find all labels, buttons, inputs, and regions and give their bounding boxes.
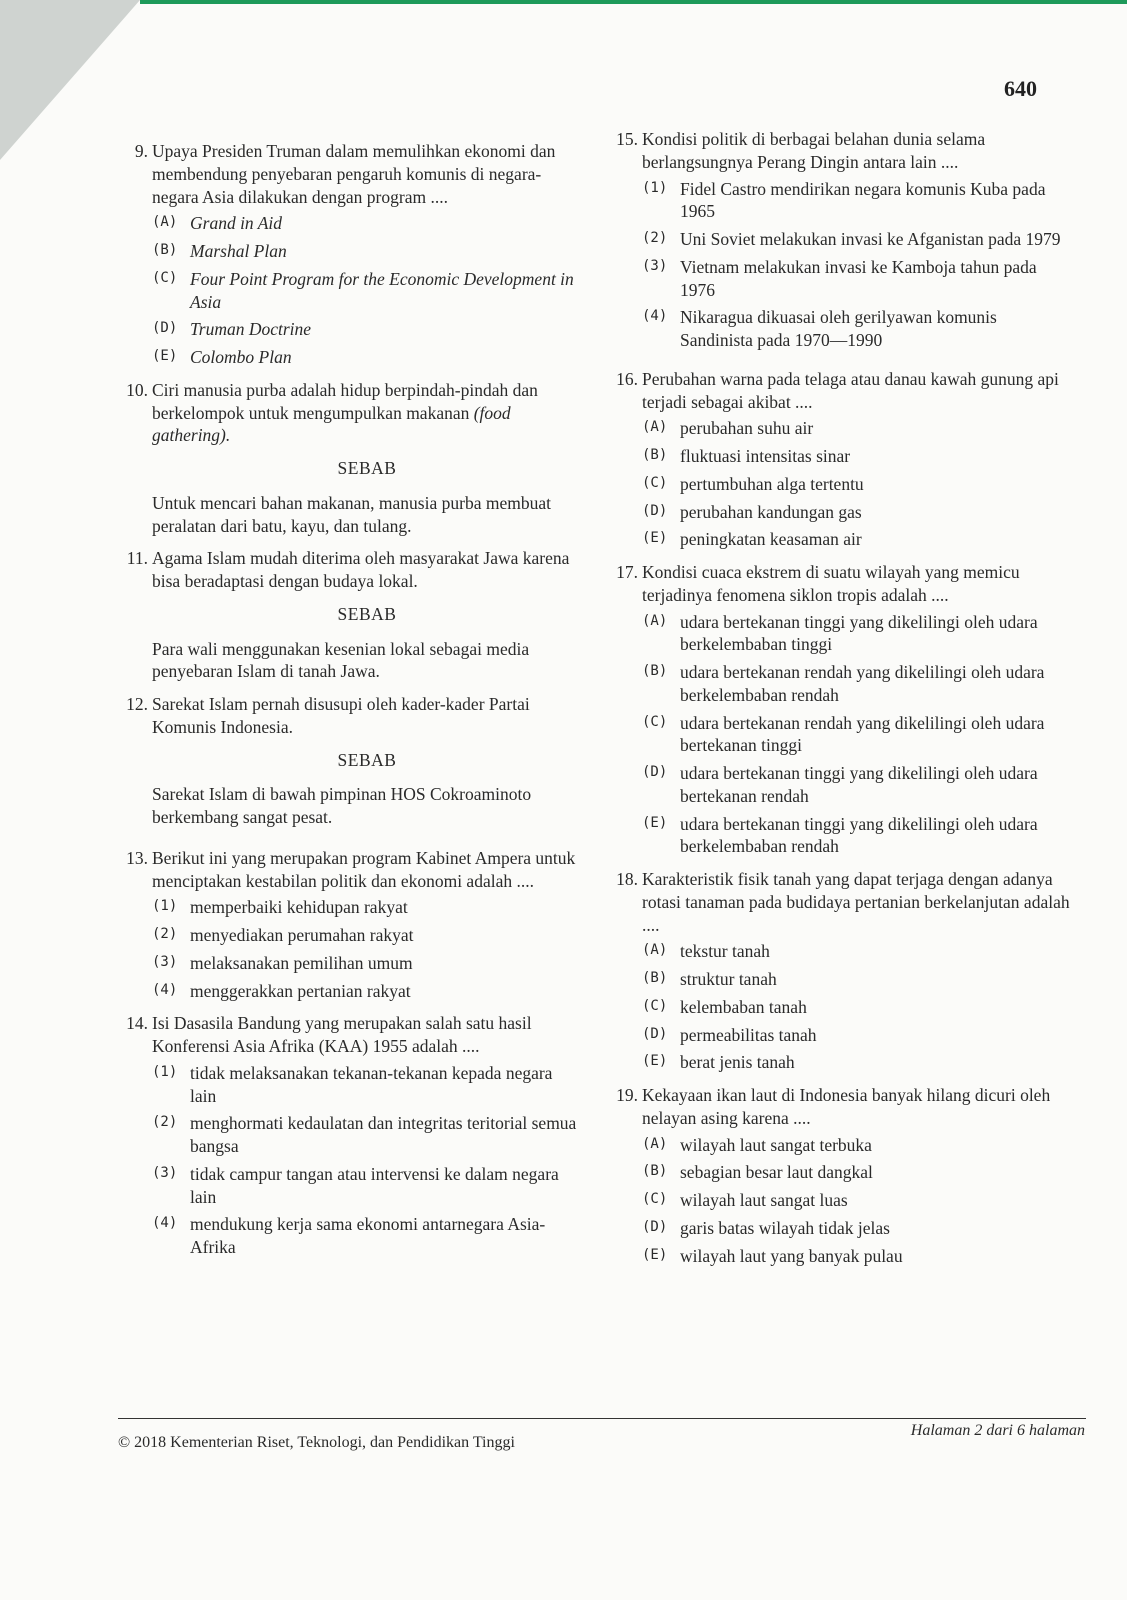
question-text: Agama Islam mudah diterima oleh masyarakat Jawa karena bisa beradaptasi dengan budaya lokal. [152,548,570,591]
option-d[interactable]: (D) Truman Doctrine [152,319,312,340]
reason-text: Para wali menggunakan kesenian lokal sebagai media penyebaran Islam di tanah Jawa. [152,638,530,682]
question-number: 13 . [112,847,148,870]
option-a[interactable]: (A) tekstur tanah [642,941,770,962]
question-17 [602,561,1072,858]
option-4[interactable]: (4) menggerakkan pertanian rakyat [152,980,411,1001]
question-10 [112,379,582,538]
option-2[interactable]: (2) menyediakan perumahan rakyat [152,925,414,945]
options-list [642,417,1072,551]
option-4[interactable]: (4) mendukung kerja sama ekonomi antarnegara Asia-Afrika [152,1214,546,1257]
option-d[interactable]: (D) garis batas wilayah tidak jelas [642,1217,890,1238]
footer-copyright: © 2018 Kementerian Riset, Teknologi, dan Pendidikan Tinggi [118,1434,515,1451]
option-a[interactable]: (A) udara bertekanan tinggi yang dikelilingi oleh udara berkelembaban tinggi [642,611,1038,655]
option-a[interactable]: (A) wilayah laut sangat terbuka [642,1134,872,1155]
option-c[interactable]: (C) kelembaban tanah [642,996,807,1017]
reason-text: Sarekat Islam di bawah pimpinan HOS Cokroaminoto berkembang sangat pesat. [152,784,532,827]
option-b[interactable]: (B) udara bertekanan rendah yang dikelilingi oleh udara berkelembaban rendah [642,662,1045,705]
left-column [112,140,582,1269]
question-18 [602,868,1072,1074]
option-c[interactable]: (C) pertumbuhan alga tertentu [642,473,864,494]
option-d[interactable]: (D) udara bertekanan tinggi yang dikelilingi oleh udara bertekanan rendah [642,763,1038,806]
question-text: Karakteristik fisik tanah yang dapat terjaga dengan adanya rotasi tanaman pada budidaya pertanian berkelanjutan adalah .... [642,869,1070,935]
options-list [642,611,1072,859]
question-number: 12 . [112,693,148,716]
question-text: Kekayaan ikan laut di Indonesia banyak hilang dicuri oleh nelayan asing karena .... [642,1085,1051,1128]
options-list [152,212,582,369]
question-14 [112,1012,582,1259]
option-1[interactable]: (1) memperbaiki kehidupan rakyat [152,897,408,918]
question-19 [602,1084,1072,1267]
options-list [152,1062,582,1259]
reason-text: Untuk mencari bahan makanan, manusia purba membuat peralatan dari batu, kayu, dan tulang. [152,492,551,536]
option-e[interactable]: (E) udara bertekanan tinggi yang dikelilingi oleh udara berkelembaban rendah [642,813,1038,857]
page-number: 640 [1004,76,1037,101]
question-13 [112,847,582,1003]
question-12 [112,693,582,829]
question-number: 17 . [602,561,638,584]
option-b[interactable]: (B) sebagian besar laut dangkal [642,1162,873,1183]
option-c[interactable]: (C) Four Point Program for the Economic Development in Asia [152,268,574,312]
option-3[interactable]: (3) Vietnam melakukan invasi ke Kamboja tahun pada 1976 [642,256,1037,300]
option-e[interactable]: (E) Colombo Plan [152,347,292,367]
right-column [602,128,1072,1277]
option-c[interactable]: (C) udara bertekanan rendah yang dikelilingi oleh udara bertekanan tinggi [642,712,1045,756]
option-e[interactable]: (E) wilayah laut yang banyak pulau [642,1245,903,1266]
option-b[interactable]: (B) fluktuasi intensitas sinar [642,446,851,466]
page-top-edge [140,0,1127,4]
option-e[interactable]: (E) berat jenis tanah [642,1052,795,1073]
sebab-label: SEBAB [337,603,397,624]
question-number: 15 . [602,128,638,151]
option-2[interactable]: (2) Uni Soviet melakukan invasi ke Afganistan pada 1979 [642,229,1061,249]
question-text: Kondisi politik di berbagai belahan dunia selama berlangsungnya Perang Dingin antara lain .... [642,129,986,172]
question-number: 9 . [112,140,148,163]
option-a[interactable]: (A) Grand in Aid [152,213,283,234]
option-b[interactable]: (B) struktur tanah [642,969,777,989]
question-text: Upaya Presiden Truman dalam memulihkan ekonomi dan membendung penyebaran pengaruh komunis di negara-negara Asia dilakukan dengan program .... [152,141,556,207]
question-number: 18 . [602,868,638,891]
question-11 [112,547,582,683]
question-text: Kondisi cuaca ekstrem di suatu wilayah yang memicu terjadinya fenomena siklon tropis adalah .... [642,562,1020,605]
option-3[interactable]: (3) tidak campur tangan atau intervensi ke dalam negara lain [152,1163,559,1207]
option-1[interactable]: (1) tidak melaksanakan tekanan-tekanan kepada negara lain [152,1062,553,1106]
question-15 [602,128,1072,352]
option-4[interactable]: (4) Nikaragua dikuasai oleh gerilyawan komunis Sandinista pada 1970—1990 [642,307,997,350]
options-list [642,1134,1072,1268]
footer-divider [118,1418,1086,1419]
options-list [152,896,582,1002]
question-number: 10 . [112,379,148,402]
option-2[interactable]: (2) menghormati kedaulatan dan integritas teritorial semua bangsa [152,1113,577,1156]
option-a[interactable]: (A) perubahan suhu air [642,418,814,439]
option-e[interactable]: (E) peningkatan keasaman air [642,529,862,550]
question-text: Ciri manusia purba adalah hidup berpindah-pindah dan berkelompok untuk mengumpulkan makanan (food gathering). [152,379,538,446]
question-text: Isi Dasasila Bandung yang merupakan salah satu hasil Konferensi Asia Afrika (KAA) 1955 adalah .... [152,1013,532,1056]
option-d[interactable]: (D) perubahan kandungan gas [642,501,862,522]
question-text: Berikut ini yang merupakan program Kabinet Ampera untuk menciptakan kestabilan politik dan ekonomi adalah .... [152,847,576,891]
question-text: Sarekat Islam pernah disusupi oleh kader-kader Partai Komunis Indonesia. [152,694,530,737]
options-list [642,940,1072,1074]
option-b[interactable]: (B) Marshal Plan [152,241,287,261]
folded-corner [0,0,140,160]
question-number: 14 . [112,1012,148,1035]
question-number: 16 . [602,368,638,391]
question-16 [602,368,1072,551]
option-c[interactable]: (C) wilayah laut sangat luas [642,1190,848,1210]
question-text: Perubahan warna pada telaga atau danau kawah gunung api terjadi sebagai akibat .... [642,368,1059,412]
sebab-label: SEBAB [337,749,397,770]
option-1[interactable]: (1) Fidel Castro mendirikan negara komunis Kuba pada 1965 [642,178,1046,222]
question-number: 19 . [602,1084,638,1107]
footer-page-info: Halaman 2 dari 6 halaman [910,1422,1085,1439]
question-number: 11 . [112,547,148,570]
options-list [642,178,1072,352]
option-d[interactable]: (D) permeabilitas tanah [642,1024,817,1045]
sebab-label: SEBAB [337,458,397,478]
option-3[interactable]: (3) melaksanakan pemilihan umum [152,952,413,973]
question-9 [112,140,582,369]
